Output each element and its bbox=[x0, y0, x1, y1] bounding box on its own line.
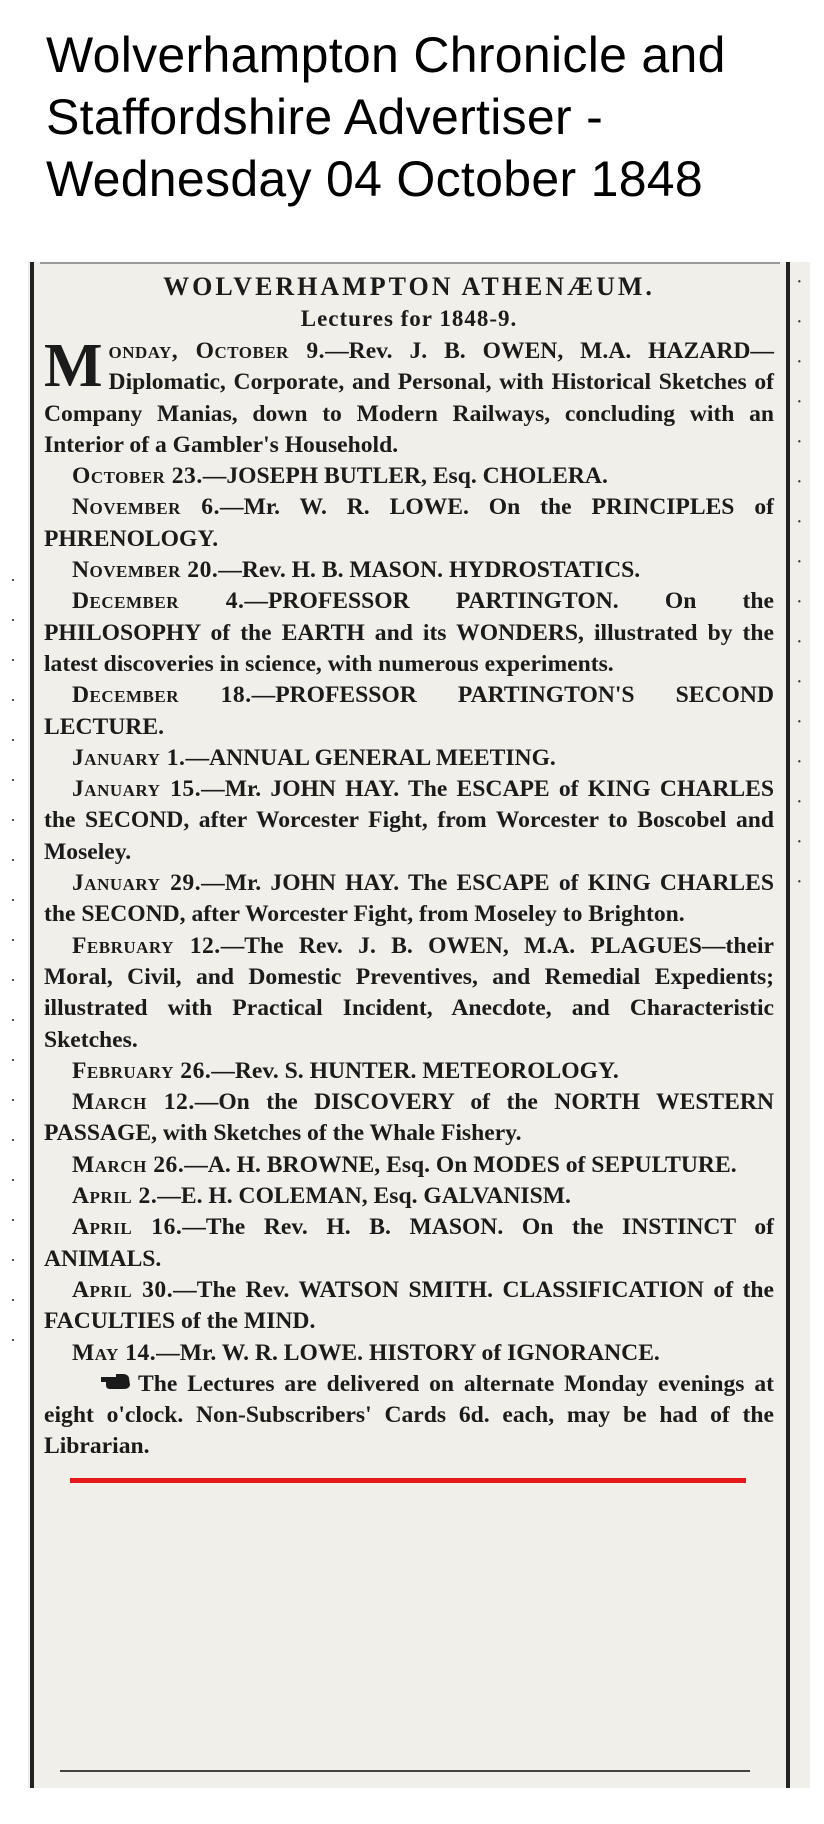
top-border-line bbox=[40, 262, 780, 264]
lecture-entry bbox=[44, 1338, 774, 1369]
notice-subhead: Lectures for 1848-9. bbox=[300, 306, 518, 331]
lecture-entry bbox=[44, 461, 774, 492]
lecture-entry bbox=[44, 332, 774, 461]
lecture-description: —The Rev. J. B. OWEN, M.A. PLAGUES—their Moral, Civil, and Domestic Preventives, and Remedial Expedients; illustrated with Practical Incident, Anecdote, and Characteristic Sketches. bbox=[44, 932, 774, 1053]
drop-cap: M bbox=[44, 332, 103, 400]
lecture-entry bbox=[44, 492, 774, 555]
red-underline-highlight bbox=[70, 1478, 746, 1483]
adjacent-column-fragment-left: · · · · · · · · · · · · · · · · · · · · bbox=[10, 570, 16, 1350]
lecture-date: January 1. bbox=[72, 744, 186, 771]
lecture-entry bbox=[44, 774, 774, 868]
lecture-description: —Rev. J. B. OWEN, M.A. HAZARD—Diplomatic, Corporate, and Personal, with Historical Sketches of Company Manias, down to Modern Railways, concluding with an Interior of a Gambler's Household. bbox=[44, 338, 774, 458]
column-rule-left bbox=[30, 262, 34, 1788]
lecture-entry bbox=[44, 1056, 774, 1087]
lecture-date: March 12. bbox=[72, 1089, 195, 1116]
caption-line-1: Wolverhampton Chronicle and bbox=[46, 27, 726, 83]
lecture-description: —PROFESSOR PARTINGTON. On the PHILOSOPHY of the EARTH and its WONDERS, illustrated by the latest discoveries in science, with numerous experiments. bbox=[44, 588, 774, 677]
lecture-date: April 16. bbox=[72, 1214, 183, 1241]
caption-line-2: Staffordshire Advertiser - bbox=[46, 89, 604, 145]
lecture-description: —The Rev. WATSON SMITH. CLASSIFICATION of the FACULTIES of the MIND. bbox=[44, 1276, 774, 1335]
lecture-date: January 29. bbox=[72, 870, 202, 897]
image-caption bbox=[46, 24, 816, 210]
lecture-description: —E. H. COLEMAN, Esq. GALVANISM. bbox=[157, 1183, 571, 1210]
lecture-date: February 12. bbox=[72, 932, 221, 959]
lecture-description: —Mr. W. R. LOWE. HISTORY of IGNORANCE. bbox=[156, 1339, 660, 1366]
lecture-description: —Mr. JOHN HAY. The ESCAPE of KING CHARLES the SECOND, after Worcester Fight, from Worcester to Boscobel and Moseley. bbox=[44, 776, 774, 865]
column-rule-right bbox=[786, 262, 790, 1788]
lecture-date: onday, October 9. bbox=[108, 338, 326, 364]
lecture-entry bbox=[44, 743, 774, 774]
lecture-notice bbox=[44, 270, 774, 1463]
caption-line-3: Wednesday 04 October 1848 bbox=[46, 151, 704, 207]
lecture-description: —Rev. H. B. MASON. HYDROSTATICS. bbox=[218, 557, 641, 584]
lecture-entry bbox=[44, 1212, 774, 1275]
lecture-description: —PROFESSOR PARTINGTON'S SECOND LECTURE. bbox=[44, 682, 774, 740]
lecture-entry bbox=[44, 868, 774, 931]
lecture-description: —Mr. W. R. LOWE. On the PRINCIPLES of PHRENOLOGY. bbox=[44, 494, 774, 552]
lecture-description: —JOSEPH BUTLER, Esq. CHOLERA. bbox=[202, 463, 608, 490]
lecture-date: November 20. bbox=[72, 557, 219, 584]
lecture-date: February 26. bbox=[72, 1057, 212, 1084]
lecture-description: —ANNUAL GENERAL MEETING. bbox=[185, 744, 556, 771]
pointing-hand-icon bbox=[72, 1369, 132, 1400]
notice-footnote bbox=[44, 1369, 774, 1463]
lecture-description: —A. H. BROWNE, Esq. On MODES of SEPULTURE. bbox=[184, 1151, 737, 1178]
bottom-rule bbox=[60, 1770, 750, 1772]
lecture-entry bbox=[44, 1275, 774, 1338]
lecture-entry bbox=[44, 1181, 774, 1212]
lecture-description: —Mr. JOHN HAY. The ESCAPE of KING CHARLES the SECOND, after Worcester Fight, from Moseley to Brighton. bbox=[44, 870, 774, 928]
adjacent-column-fragment-right: · · · · · · · · · · · · · · · · bbox=[796, 271, 803, 893]
lecture-date: May 14. bbox=[72, 1339, 157, 1366]
notice-masthead: WOLVERHAMPTON ATHENÆUM. bbox=[163, 272, 655, 301]
lecture-date: October 23. bbox=[72, 463, 203, 490]
lecture-date: November 6. bbox=[72, 494, 220, 521]
lecture-date: March 26. bbox=[72, 1151, 185, 1178]
lecture-date: December 18. bbox=[72, 682, 252, 709]
footnote-text: The Lectures are delivered on alternate Monday evenings at eight o'clock. Non-Subscribers' Cards 6d. each, may be had of the Librarian. bbox=[44, 1370, 774, 1460]
lecture-description: —Rev. S. HUNTER. METEOROLOGY. bbox=[211, 1057, 619, 1084]
lecture-date: April 2. bbox=[72, 1183, 158, 1210]
lecture-entry bbox=[44, 680, 774, 743]
lecture-entry bbox=[44, 1087, 774, 1150]
lecture-description: —The Rev. H. B. MASON. On the INSTINCT of ANIMALS. bbox=[44, 1214, 774, 1272]
lecture-date: January 15. bbox=[72, 776, 202, 803]
lecture-list bbox=[44, 332, 774, 1369]
lecture-entry bbox=[44, 931, 774, 1056]
lecture-entry bbox=[44, 586, 774, 680]
lecture-entry bbox=[44, 555, 774, 586]
lecture-description: —On the DISCOVERY of the NORTH WESTERN PASSAGE, with Sketches of the Whale Fishery. bbox=[44, 1089, 774, 1147]
lecture-entry bbox=[44, 1150, 774, 1181]
lecture-date: April 30. bbox=[72, 1276, 174, 1303]
lecture-date: December 4. bbox=[72, 588, 245, 615]
